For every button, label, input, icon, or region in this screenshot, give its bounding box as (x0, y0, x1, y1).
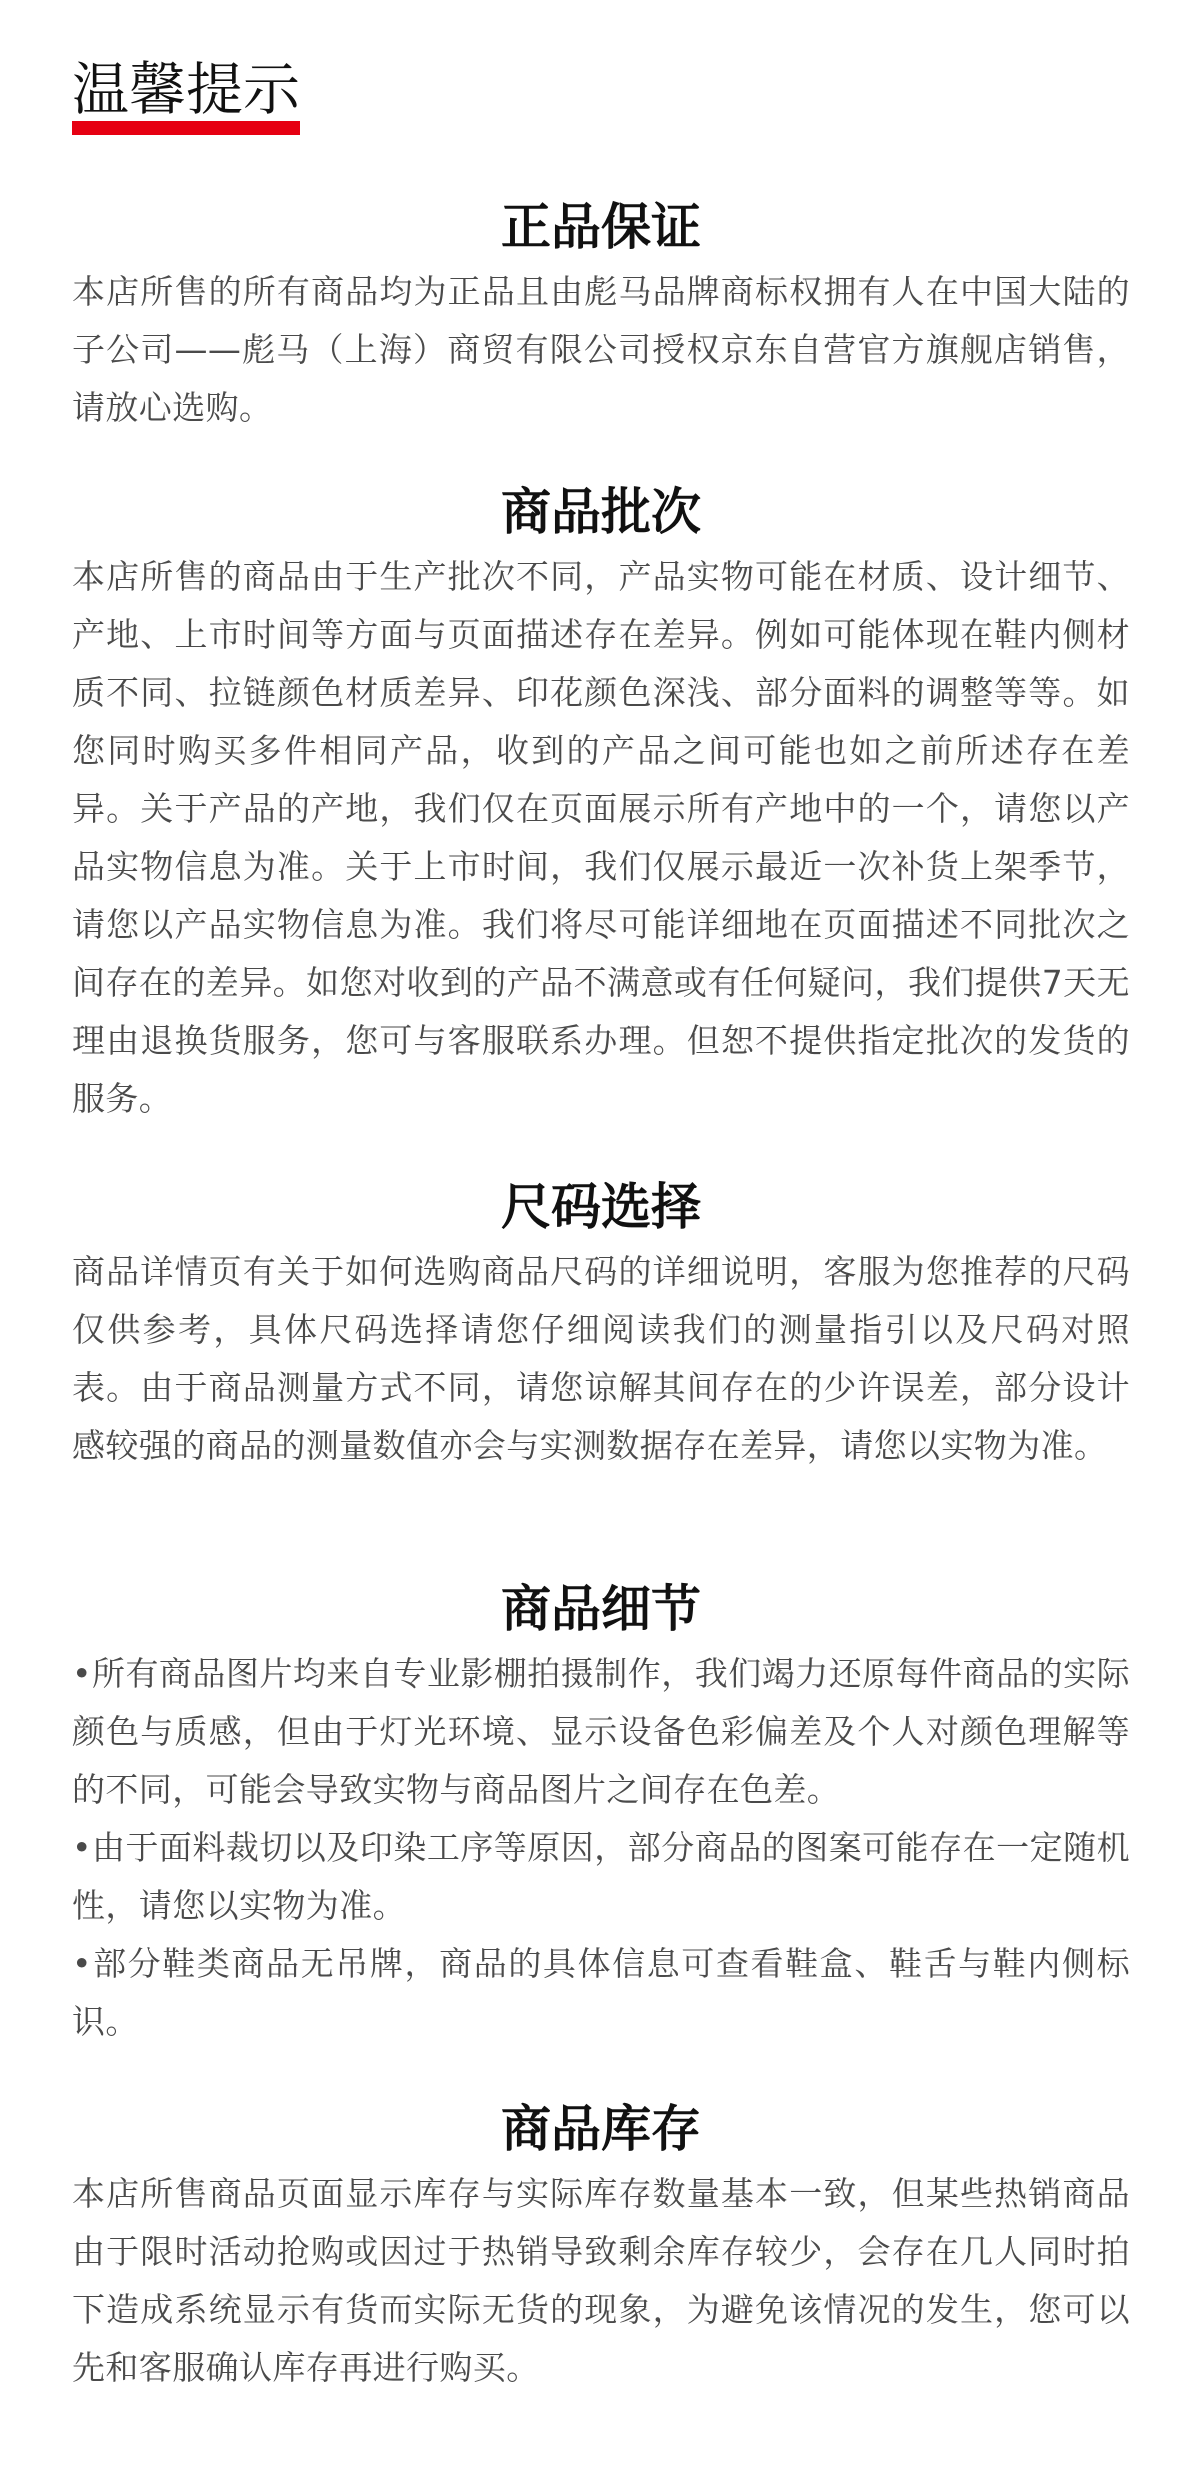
section-paragraph: 本店所售商品页面显示库存与实际库存数量基本一致，但某些热销商品由于限时活动抢购或因过于热销导致剩余库存较少，会存在几人同时拍下造成系统显示有货而实际无货的现象，为避免该情况的发生，您可以先和客服确认库存再进行购买。 (72, 2174, 1130, 2387)
section-body (72, 263, 1130, 437)
section-heading: 商品批次 (501, 483, 701, 541)
section-paragraph: 本店所售的所有商品均为正品且由彪马品牌商标权拥有人在中国大陆的子公司——彪马（上海）商贸有限公司授权京东自营官方旗舰店销售，请放心选购。 (72, 272, 1130, 427)
section-paragraph: 商品详情页有关于如何选购商品尺码的详细说明，客服为您推荐的尺码仅供参考，具体尺码选择请您仔细阅读我们的测量指引以及尺码对照表。由于商品测量方式不同，请您谅解其间存在的少许误差，部分设计感较强的商品的测量数值亦会与实测数据存在差异，请您以实物为准。 (72, 1252, 1130, 1465)
section-paragraph: •由于面料裁切以及印染工序等原因，部分商品的图案可能存在一定随机性，请您以实物为准。 (72, 1828, 1130, 1925)
section-size (72, 1175, 1130, 1475)
section-batch (72, 480, 1130, 1128)
section-heading: 商品细节 (501, 1580, 701, 1638)
section-paragraph: 本店所售的商品由于生产批次不同，产品实物可能在材质、设计细节、产地、上市时间等方面与页面描述存在差异。例如可能体现在鞋内侧材质不同、拉链颜色材质差异、印花颜色深浅、部分面料的调整等等。如您同时购买多件相同产品，收到的产品之间可能也如之前所述存在差异。关于产品的产地，我们仅在页面展示所有产地中的一个，请您以产品实物信息为准。关于上市时间，我们仅展示最近一次补货上架季节，请您以产品实物信息为准。我们将尽可能详细地在页面描述不同批次之间存在的差异。如您对收到的产品不满意或有任何疑问，我们提供7天无理由退换货服务，您可与客服联系办理。但恕不提供指定批次的发货的服务。 (72, 557, 1130, 1118)
page-title: 温馨提示 (72, 57, 300, 123)
section-body (72, 1243, 1130, 1475)
section-inventory (72, 2097, 1130, 2397)
section-paragraph: •部分鞋类商品无吊牌，商品的具体信息可查看鞋盒、鞋舌与鞋内侧标识。 (72, 1944, 1130, 2041)
section-details (72, 1577, 1130, 2051)
section-body (72, 1645, 1130, 2051)
section-paragraph: •所有商品图片均来自专业影棚拍摄制作，我们竭力还原每件商品的实际颜色与质感，但由于灯光环境、显示设备色彩偏差及个人对颜色理解等的不同，可能会导致实物与商品图片之间存在色差。 (72, 1654, 1130, 1809)
section-heading: 尺码选择 (501, 1178, 701, 1236)
page-title-block (72, 55, 300, 135)
section-heading: 商品库存 (501, 2100, 701, 2158)
section-body (72, 548, 1130, 1128)
section-authenticity (72, 195, 1130, 437)
section-heading: 正品保证 (501, 198, 701, 256)
section-body (72, 2165, 1130, 2397)
